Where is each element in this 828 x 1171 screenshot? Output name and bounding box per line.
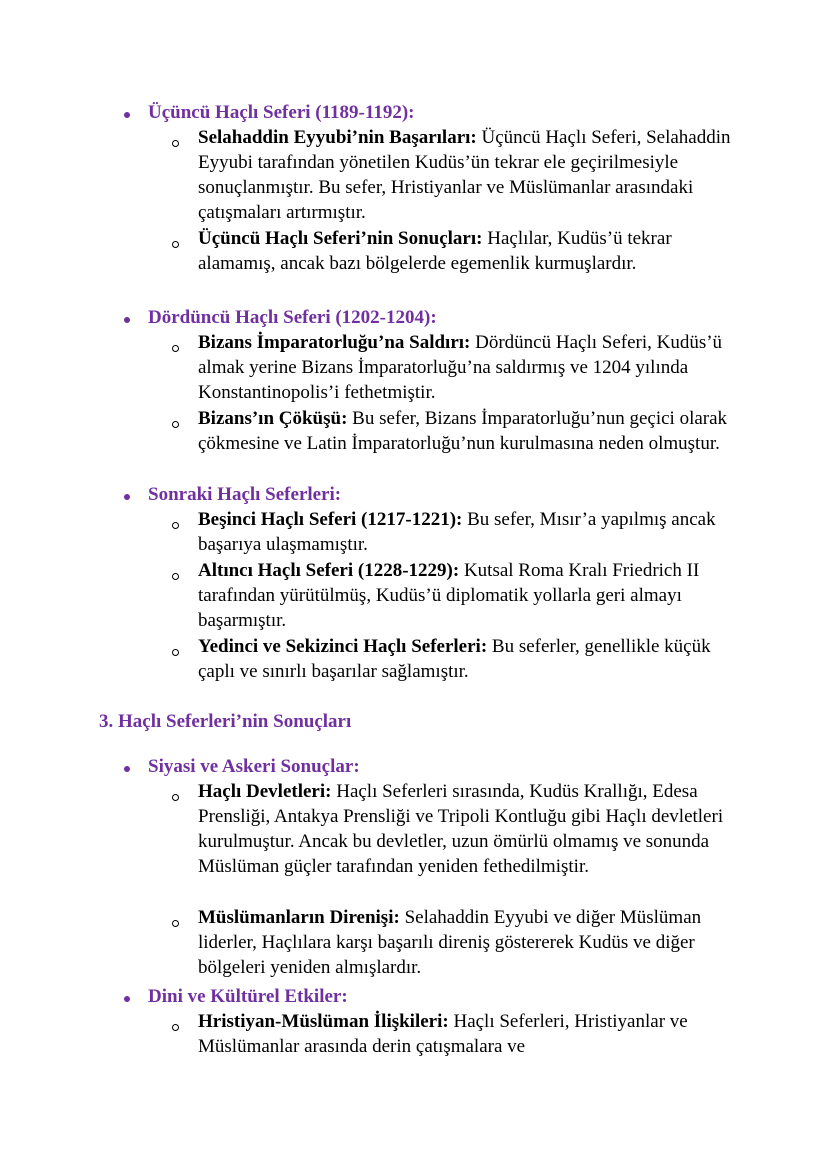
list-item — [198, 779, 738, 879]
item-text: Bu sefer, Bizans İmparatorluğu’nun geçici olarak çökmesine ve Latin İmparatorluğu’nun kurulmasına neden olmuştur. — [198, 408, 728, 454]
list-item — [198, 226, 738, 276]
bullet-dot — [124, 112, 130, 118]
bullet-dot — [124, 317, 130, 323]
item-label: Selahaddin Eyyubi’nin Başarıları: — [198, 127, 477, 148]
section-heading: 3. Haçlı Seferleri’nin Sonuçları — [99, 711, 352, 732]
item-label: Bizans’ın Çöküşü: — [198, 408, 348, 429]
item-text: Haçlı Seferleri, Hristiyanlar ve Müslümanlar arasında derin çatışmalara ve — [198, 1011, 688, 1057]
section-title: Dini ve Kültürel Etkiler: — [148, 986, 348, 1007]
item-text: Üçüncü Haçlı Seferi, Selahaddin Eyyubi tarafından yönetilen Kudüs’ün tekrar ele geçirilmesiyle sonuçlanmıştır. Bu sefer, Hristiyanlar ve Müslümanlar arasındaki çatışmaları artırmıştır. — [198, 127, 731, 223]
circle-bullet — [172, 522, 179, 529]
circle-bullet — [172, 345, 179, 352]
list-item — [198, 634, 738, 684]
item-label: Müslümanların Direnişi: — [198, 907, 400, 928]
item-text: Bu seferler, genellikle küçük çaplı ve sınırlı başarılar sağlamıştır. — [198, 636, 711, 682]
bullet-dot — [124, 996, 130, 1002]
list-item — [198, 1009, 738, 1059]
item-label: Üçüncü Haçlı Seferi’nin Sonuçları: — [198, 228, 483, 249]
list-item — [198, 406, 738, 456]
list-item — [198, 558, 738, 633]
item-text: Haçlılar, Kudüs’ü tekrar alamamış, ancak bazı bölgelerde egemenlik kurmuşlardır. — [198, 228, 672, 274]
item-label: Hristiyan-Müslüman İlişkileri: — [198, 1011, 449, 1032]
item-text: Haçlı Seferleri sırasında, Kudüs Krallığı, Edesa Prensliği, Antakya Prensliği ve Tripoli Kontluğu gibi Haçlı devletleri kurulmuştur. Ancak bu devletler, uzun ömürlü olmamış ve sonunda Müslüman güçler tarafından yeniden fethedilmiştir. — [198, 781, 724, 877]
circle-bullet — [172, 649, 179, 656]
circle-bullet — [172, 1024, 179, 1031]
section-title: Siyasi ve Askeri Sonuçlar: — [148, 756, 360, 777]
item-label: Beşinci Haçlı Seferi (1217-1221): — [198, 509, 463, 530]
circle-bullet — [172, 573, 179, 580]
circle-bullet — [172, 140, 179, 147]
section-title: Üçüncü Haçlı Seferi (1189-1192): — [148, 102, 415, 123]
bullet-dot — [124, 494, 130, 500]
section-title: Sonraki Haçlı Seferleri: — [148, 484, 342, 505]
item-text: Bu sefer, Mısır’a yapılmış ancak başarıya ulaşmamıştır. — [198, 509, 716, 555]
list-item — [198, 330, 738, 405]
circle-bullet — [172, 794, 179, 801]
circle-bullet — [172, 421, 179, 428]
list-item — [198, 125, 738, 225]
item-text: Kutsal Roma Kralı Friedrich II tarafından yürütülmüş, Kudüs’ü diplomatik yollarla geri almayı başarmıştır. — [198, 560, 700, 631]
bullet-dot — [124, 766, 130, 772]
list-item — [198, 905, 738, 980]
item-label: Altıncı Haçlı Seferi (1228-1229): — [198, 560, 460, 581]
list-item — [198, 507, 738, 557]
item-text: Selahaddin Eyyubi ve diğer Müslüman liderler, Haçlılara karşı başarılı direniş göstererek Kudüs ve diğer bölgeleri yeniden almışlardır. — [198, 907, 702, 978]
item-label: Bizans İmparatorluğu’na Saldırı: — [198, 332, 471, 353]
item-text: Dördüncü Haçlı Seferi, Kudüs’ü almak yerine Bizans İmparatorluğu’na saldırmış ve 1204 yılında Konstantinopolis’i fethetmiştir. — [198, 332, 723, 403]
item-label: Haçlı Devletleri: — [198, 781, 332, 802]
section-title: Dördüncü Haçlı Seferi (1202-1204): — [148, 307, 437, 328]
item-label: Yedinci ve Sekizinci Haçlı Seferleri: — [198, 636, 488, 657]
circle-bullet — [172, 920, 179, 927]
circle-bullet — [172, 241, 179, 248]
